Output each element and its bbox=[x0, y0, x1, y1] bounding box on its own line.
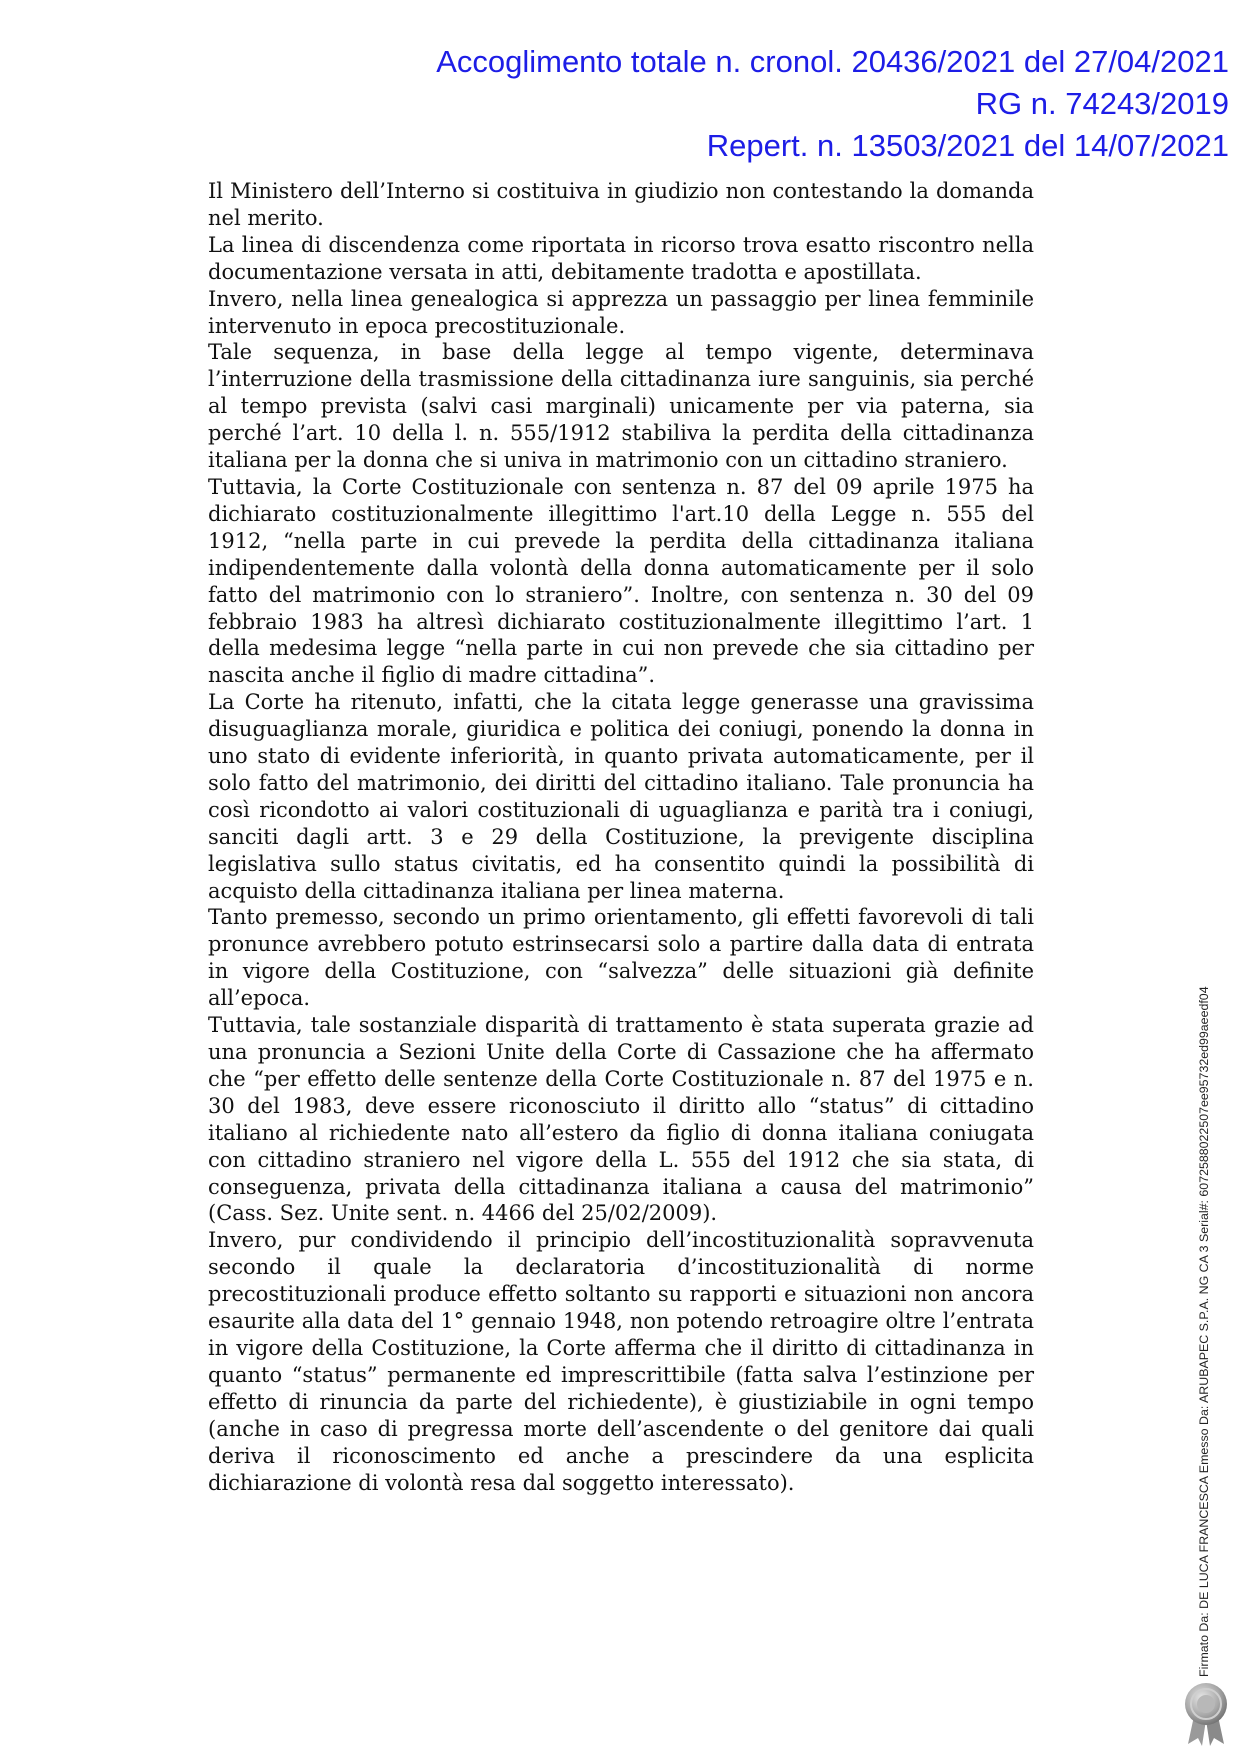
cronol-stamp-line: Accoglimento totale n. cronol. 20436/2021 del 27/04/2021 bbox=[436, 44, 1229, 79]
rg-stamp-line: RG n. 74243/2019 bbox=[975, 86, 1229, 121]
paragraph: Tanto premesso, secondo un primo orientamento, gli effetti favorevoli di tali pronunce avrebbero potuto estrinsecarsi solo a partire dalla data di entrata in vigore della Costituzione, con “salvezza” delle situazioni già definite all’epoca. bbox=[208, 905, 1034, 1011]
paragraph: La Corte ha ritenuto, infatti, che la citata legge generasse una gravissima disuguaglianza morale, giuridica e politica dei coniugi, ponendo la donna in uno stato di evidente inferiorità, in quanto privata automaticamente, per il solo fatto del matrimonio, dei diritti del cittadino italiano. Tale pronuncia ha così ricondotto ai valori costituzionali di uguaglianza e parità tra i coniugi, sanciti dagli artt. 3 e 29 della Costituzione, la previgente disciplina legislativa sullo status civitatis, ed ha consentito quindi la possibilità di acquisto della cittadinanza italiana per linea materna. bbox=[208, 690, 1034, 903]
repert-stamp-line: Repert. n. 13503/2021 del 14/07/2021 bbox=[706, 128, 1229, 163]
paragraph: Tuttavia, tale sostanziale disparità di trattamento è stata superata grazie ad una pronuncia a Sezioni Unite della Corte di Cassazione che ha affermato che “per effetto delle sentenze della Corte Costituzionale n. 87 del 1975 e n. 30 del 1983, deve essere riconosciuto il diritto allo “status” di cittadino italiano al richiedente nato all’estero da figlio di donna italiana coniugata con cittadino straniero nel vigore della L. 555 del 1912 che sia stata, di conseguenza, privata della cittadinanza italiana a causa del matrimonio” (Cass. Sez. Unite sent. n. 4466 del 25/02/2009). bbox=[208, 1013, 1034, 1226]
document-body bbox=[208, 178, 1034, 1496]
paragraph: Tale sequenza, in base della legge al tempo vigente, determinava l’interruzione della trasmissione della cittadinanza iure sanguinis, sia perché al tempo prevista (salvi casi marginali) unicamente per via paterna, sia perché l’art. 10 della l. n. 555/1912 stabiliva la perdita della cittadinanza italiana per la donna che si univa in matrimonio con un cittadino straniero. bbox=[208, 340, 1034, 473]
paragraph: Tuttavia, la Corte Costituzionale con sentenza n. 87 del 09 aprile 1975 ha dichiarato costituzionalmente illegittimo l'art.10 della Legge n. 555 del 1912, “nella parte in cui prevede la perdita della cittadinanza italiana indipendentemente dalla volontà della donna automaticamente per il solo fatto del matrimonio con lo straniero”. Inoltre, con sentenza n. 30 del 09 febbraio 1983 ha altresì dichiarato costituzionalmente illegittimo l’art. 1 della medesima legge “nella parte in cui non prevede che sia cittadino per nascita anche il figlio di madre cittadina”. bbox=[208, 474, 1034, 688]
digital-signature-note: Firmato Da: DE LUCA FRANCESCA Emesso Da: ARUBAPEC S.P.A. NG CA 3 Serial#: 6072588022507ee95732ed99aeedf04 bbox=[1197, 986, 1211, 1677]
seal-icon bbox=[1180, 1680, 1232, 1748]
paragraph: La linea di discendenza come riportata in ricorso trova esatto riscontro nella documentazione versata in atti, debitamente tradotta e apostillata. bbox=[208, 232, 1034, 284]
paragraph: Il Ministero dell’Interno si costituiva in giudizio non contestando la domanda nel merito. bbox=[208, 179, 1034, 230]
paragraph: Invero, pur condividendo il principio dell’incostituzionalità sopravvenuta secondo il quale la declaratoria d’incostituzionalità di norme precostituzionali produce effetto soltanto su rapporti e situazioni non ancora esaurite alla data del 1° gennaio 1948, non potendo retroagire oltre l’entrata in vigore della Costituzione, la Corte afferma che il diritto di cittadinanza in quanto “status” permanente ed imprescrittibile (fatta salva l’estinzione per effetto di rinuncia da parte del richiedente), è giustiziabile in ogni tempo (anche in caso di pregressa morte dell’ascendente o del genitore dai quali deriva il riconoscimento ed anche a prescindere da una esplicita dichiarazione di volontà resa dal soggetto interessato). bbox=[208, 1228, 1034, 1495]
paragraph: Invero, nella linea genealogica si apprezza un passaggio per linea femminile intervenuto in epoca precostituzionale. bbox=[208, 286, 1034, 338]
